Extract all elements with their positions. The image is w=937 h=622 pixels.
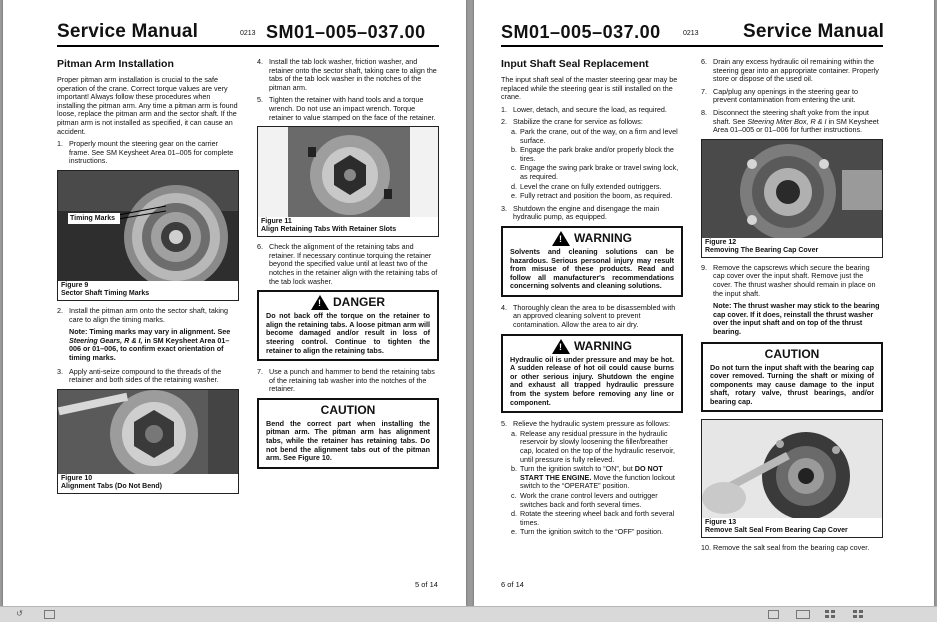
header-code: 0213	[240, 30, 256, 37]
figure-9	[57, 170, 239, 301]
caution-title: CAUTION	[764, 346, 820, 361]
figure-13-caption: Figure 13 Remove Salt Seal From Bearing Cap Cover	[705, 519, 848, 535]
caution-box	[257, 398, 439, 469]
warning-title: WARNING	[574, 230, 632, 245]
step-1: 1. Lower, detach, and secure the load, as required.	[501, 104, 667, 114]
header-rule	[57, 45, 439, 47]
step-2d: d. Level the crane on fully extended outriggers.	[511, 181, 662, 191]
step-10: 10. Remove the salt seal from the bearing cap cover.	[701, 543, 870, 553]
step-1: 1. Properly mount the steering gear on the carrier frame. See SM Keysheet Area 01–005 for complete instructions.	[57, 139, 234, 166]
note-timing-marks: Note: Timing marks may vary in alignment. See Steering Gears, R & I, in SM Keysheet Area 01–006 or 01–006, to confirm exact orientation of timing marks.	[69, 327, 231, 362]
salt-seal-photo	[702, 420, 882, 518]
figure-11-caption: Figure 11 Align Retaining Tabs With Retainer Slots	[261, 218, 397, 234]
step-3: 3. Shutdown the engine and disengage the main hydraulic pump, as equipped.	[501, 203, 660, 222]
figure-11	[257, 126, 439, 237]
timing-marks-label: Timing Marks	[70, 214, 115, 222]
warning-triangle-icon	[552, 231, 570, 246]
header-rule	[501, 45, 883, 47]
step-4: 4. Thoroughly clean the area to be disassembled with an approved cleaning solvent to prevent contamination. Allow the area to air dry.	[501, 302, 676, 330]
page-number: 6 of 14	[501, 580, 524, 589]
note-thrust-washer: Note: The thrust washer may stick to the bearing cap cover. If it does, reinstall the thrust washer over the input shaft and on top of the thrust bearing.	[713, 301, 880, 336]
step-2a: a. Park the crane, out of the way, on a firm and level surface.	[511, 126, 678, 145]
warning-solvents-box	[501, 226, 683, 297]
danger-text: Do not back off the torque on the retainer to align the retaining tabs. A loose pitman arm will become damaged and/or result in loss of steering control. Continue to tighten the retainer to align the retaining tabs.	[266, 311, 430, 355]
step-4: 4. Install the tab lock washer, friction washer, and retainer onto the sector shaft, taking care to align the tabs of the tab lock washer in the notches of the pitman arm.	[257, 57, 437, 92]
figure-10-caption: Figure 10 Alignment Tabs (Do Not Bend)	[61, 474, 162, 490]
left-page	[3, 0, 466, 606]
step-2e: e. Fully retract and position the boom, as required.	[511, 191, 673, 201]
caution-title: CAUTION	[320, 402, 376, 417]
step-6: 6. Check the alignment of the retaining tabs and retainer. If necessary continue torquing the retainer beyond the specified value until at least two of the notches in the retainer align with the retaining tabs of the tab lock washer.	[257, 242, 438, 286]
step-2: 2. Stabilize the crane for service as follows:	[501, 117, 643, 127]
intro-paragraph: Proper pitman arm installation is crucial to the safe operation of the crane. Correct torque values are very important! Always follow these procedures when installing the pitman arm. Any time a pitman arm is found loose, replace the pitman arm and the sector shaft. If the pitman arm is not installed as specified, it can cause an accident.	[57, 75, 238, 136]
step-7: 7. Cap/plug any openings in the steering gear to prevent contamination from entering the unit.	[701, 86, 859, 105]
figure-12	[701, 139, 883, 258]
step-5e: e. Turn the ignition switch to the “OFF” position.	[511, 527, 664, 537]
danger-title: DANGER	[332, 295, 385, 310]
sector-shaft-photo	[58, 171, 238, 281]
step-8: 8. Disconnect the steering shaft yoke from the input shaft. See Steering Miter Box, R & I in SM Keysheet Area 01–005 or 01–006 for further instructions.	[701, 107, 879, 135]
step-5a: a. Release any residual pressure in the hydraulic reservoir by slowly loosening the filler/breather cap, located on the top of the hydraulic reservoir, until pressure is fully relieved.	[511, 428, 676, 464]
step-3: 3. Apply anti-seize compound to the threads of the retainer and both sides of the retaining washer.	[57, 366, 222, 385]
step-2c: c. Engage the swing park brake or travel swing lock, as required.	[511, 163, 679, 181]
header-number: SM01–005–037.00	[266, 22, 426, 42]
left-column	[57, 58, 239, 500]
step-2: 2. Install the pitman arm onto the sector shaft, taking care to align the timing marks.	[57, 305, 229, 324]
section-title: Pitman Arm Installation	[57, 58, 174, 70]
step-9: 9. Remove the capscrews which secure the bearing cap cover over the input shaft. Remove just the cover. The thrust washer should remain in place on the input shaft.	[701, 262, 876, 298]
header-code: 0213	[683, 30, 699, 37]
warning-triangle-icon	[311, 295, 329, 310]
figure-9-caption: Figure 9 Sector Shaft Timing Marks	[61, 281, 150, 297]
caution-box	[701, 342, 883, 413]
figure-10-photo	[58, 390, 238, 474]
caution-text: Do not turn the input shaft with the bearing cap cover removed. Turning the shaft or mixing of components may cause damage to the input shaft, rotary valve, thrust bearings, and/or bearing cap.	[710, 362, 874, 406]
step-5: 5. Tighten the retainer with hand tools and a torque wrench. Do not use an impact wrench. Torque retainer to value stamped on the face of the retainer.	[257, 95, 436, 122]
two-page-icon[interactable]	[796, 610, 810, 619]
header-number: SM01–005–037.00	[501, 22, 661, 42]
page-icon[interactable]	[44, 610, 55, 619]
warning-text: Solvents and cleaning solutions can be hazardous. Serious personal injury may result from misuse of these products. Read and follow all manufacturer's recommendations concerning solvents and cleaning solutions.	[510, 246, 674, 291]
single-page-icon[interactable]	[768, 610, 779, 619]
figure-13-photo	[702, 420, 882, 518]
danger-box	[257, 290, 439, 361]
warning-triangle-icon	[552, 339, 570, 354]
warning-title: WARNING	[574, 338, 632, 353]
left-column	[501, 58, 683, 538]
page-number: 5 of 14	[415, 580, 438, 589]
figure-13	[701, 419, 883, 538]
warning-header	[510, 339, 674, 354]
figure-11-photo	[258, 127, 438, 217]
step-7: 7. Use a punch and hammer to bend the retaining tabs of the retaining tab washer into the notches of the retainer.	[257, 367, 435, 394]
alignment-tabs-photo	[58, 390, 238, 474]
figure-12-photo	[702, 140, 882, 238]
warning-header	[510, 231, 674, 246]
warning-hydraulic-box	[501, 334, 683, 414]
grid-view-icon[interactable]	[825, 610, 835, 618]
step-6: 6. Drain any excess hydraulic oil remaining within the steering gear into an appropriate container. Properly store or dispose of the used oil.	[701, 57, 879, 84]
warning-text: Hydraulic oil is under pressure and may be hot. A sudden release of hot oil could cause burns or other serious injury. Shutdown the engine and exhaust all trapped hydraulic pressure from the system before removing any line or component.	[510, 354, 674, 407]
section-title: Input Shaft Seal Replacement	[501, 58, 649, 70]
caution-text: Bend the correct part when installing the pitman arm. The pitman arm has alignment tabs, while the retainer has retaining tabs. Do not bend the alignment tabs out of the pitman arm. See Figure 10.	[266, 418, 430, 463]
step-5d: d. Rotate the steering wheel back and forth several times.	[511, 509, 675, 527]
step-5: 5. Relieve the hydraulic system pressure as follows:	[501, 419, 670, 429]
bearing-cap-photo	[702, 140, 882, 238]
figure-10	[57, 389, 239, 494]
step-2b: b. Engage the park brake and/or properly block the tires.	[511, 145, 674, 163]
step-5c: c. Work the crane control levers and outrigger switches back and forth several times.	[511, 490, 658, 509]
retaining-tabs-photo	[258, 127, 438, 217]
header-title: Service Manual	[743, 21, 885, 42]
step-5b: b. Turn the ignition switch to “ON”, but DO NOT START THE ENGINE. Move the function lockout switch to the “OPERATE” position.	[511, 464, 675, 491]
viewer-toolbar	[0, 606, 937, 622]
danger-header	[266, 295, 430, 310]
rotate-icon[interactable]: ↺	[16, 609, 23, 618]
intro-paragraph: The input shaft seal of the master steering gear may be replaced while the steering gear is still installed on the crane.	[501, 75, 678, 102]
right-column	[701, 58, 883, 557]
figure-12-caption: Figure 12 Removing The Bearing Cap Cover	[705, 238, 819, 254]
thumbnail-view-icon[interactable]	[853, 610, 863, 618]
figure-9-photo	[58, 171, 238, 281]
header-title: Service Manual	[57, 21, 199, 42]
right-page	[474, 0, 934, 606]
right-column	[257, 58, 439, 476]
